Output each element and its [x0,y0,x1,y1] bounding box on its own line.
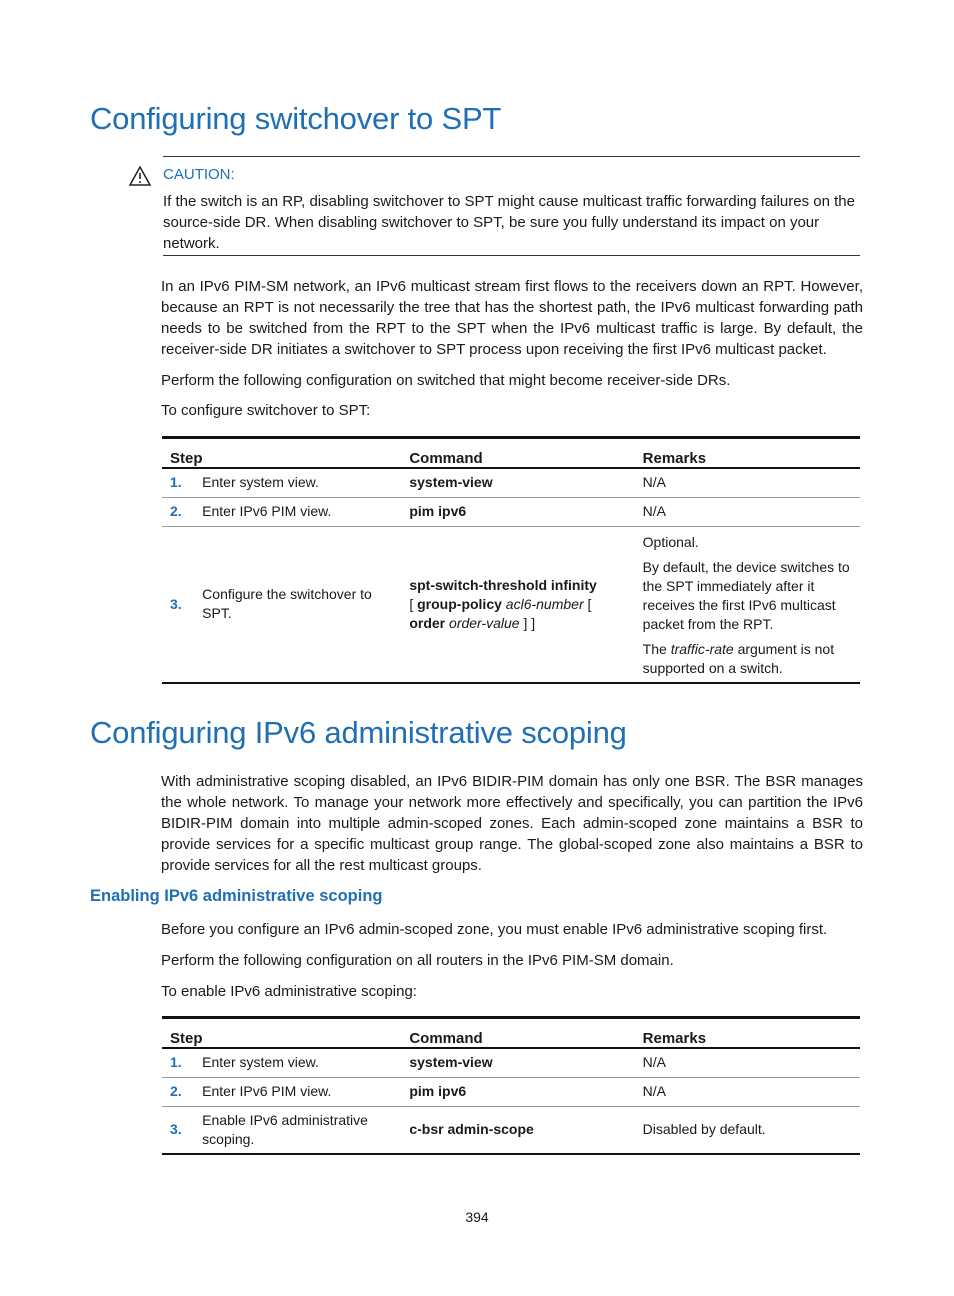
caution-bottom-rule [163,255,860,256]
step-description: Configure the switchover to SPT. [202,586,372,621]
caution-box [129,156,860,256]
remarks-cell: Disabled by default. [642,1121,766,1137]
remark-argument: traffic-rate [670,640,734,657]
header-step: Step [170,450,203,467]
header-command: Command [409,450,483,467]
subsection-title: Enabling IPv6 administrative scoping [90,887,383,905]
step-description: Enter IPv6 PIM view. [202,1083,332,1099]
table-row [162,468,860,497]
table-row [162,526,860,683]
caution-label: CAUTION: [163,166,235,183]
table-row [162,1106,860,1154]
command-bracket: [ [587,595,592,612]
command-cell: pim ipv6 [409,503,467,519]
table-row [162,1048,860,1077]
table-row [162,1077,860,1106]
table-header-row [162,1018,860,1049]
remark-text: argument is not supported on a switch. [642,640,835,676]
step-description: Enter system view. [202,474,319,491]
step-number: 3. [170,595,182,612]
header-remarks: Remarks [642,450,707,467]
section-title-spt: Configuring switchover to SPT [90,101,502,136]
warning-triangle-icon [129,166,151,186]
command-keyword: order [409,614,446,631]
command-cell [401,526,634,683]
command-keyword: group-policy [417,595,502,612]
step-number: 1. [170,1054,182,1071]
remark-traffic-rate [643,640,852,678]
table-header-row [162,438,860,469]
paragraph-perform-all: Perform the following configuration on all routers in the IPv6 PIM-SM domain. [161,952,674,969]
page-number: 394 [465,1209,489,1225]
command-bracket: [ [409,595,414,612]
remarks-cell: N/A [642,1083,667,1099]
command-argument: acl6-number [505,595,584,612]
header-remarks: Remarks [642,1030,707,1047]
step-number: 3. [170,1121,182,1137]
step-number: 2. [170,503,182,519]
step-description: Enter IPv6 PIM view. [202,503,332,519]
table-row [162,497,860,526]
admin-scope-table [162,1016,860,1155]
remarks-cell: N/A [642,474,667,491]
command-argument: order-value [449,614,520,631]
command-bracket: ] ] [523,614,536,631]
section-title-admin-scoping: Configuring IPv6 administrative scoping [90,715,627,750]
caution-text: If the switch is an RP, disabling switchover to SPT might cause multicast traffic forwarding failures on the source-side DR. When disabling switchover to SPT, be sure you fully understand its impact on your network. [163,193,855,252]
paragraph-before: Before you configure an IPv6 admin-scoped zone, you must enable IPv6 administrative scoping first. [161,921,828,938]
remark-default: By default, the device switches to the SPT immediately after it receives the first IPv6 multicast packet from the RPT. [642,558,850,632]
step-number: 1. [170,474,182,491]
paragraph-to-configure: To configure switchover to SPT: [161,402,371,419]
remark-optional: Optional. [642,533,699,550]
spt-config-table [162,436,860,684]
step-description: Enter system view. [202,1054,319,1071]
remarks-cell [635,526,860,683]
remarks-cell: N/A [642,1054,667,1071]
step-number: 2. [170,1083,182,1099]
header-step: Step [170,1030,203,1047]
remarks-cell: N/A [642,503,667,519]
paragraph-perform: Perform the following configuration on switched that might become receiver-side DRs. [161,372,731,389]
command-cell: pim ipv6 [409,1083,467,1099]
remark-text: The [642,640,667,657]
command-keyword: spt-switch-threshold infinity [409,576,597,593]
command-cell: c-bsr admin-scope [409,1121,534,1137]
command-cell: system-view [409,1054,493,1071]
command-cell: system-view [409,474,493,491]
step-description: Enable IPv6 administrative scoping. [202,1111,368,1147]
caution-top-rule [163,156,860,157]
header-command: Command [409,1030,483,1047]
paragraph-admin-scoping: With administrative scoping disabled, an IPv6 BIDIR-PIM domain has only one BSR. The BSR manages the whole network. To manage your network more effectively and specifically, you can partition the IPv6 BIDIR-PIM domain into multiple admin-scoped zones. Each admin-scoped zone maintains a BSR to provide services for a specific multicast group range. The global-scoped zone also maintains a BSR to provide services for all the rest multicast groups. [161,773,863,874]
paragraph-rpt-spt: In an IPv6 PIM-SM network, an IPv6 multicast stream first flows to the receivers down an RPT. However, because an RPT is not necessarily the tree that has the shortest path, the IPv6 multicast forwarding path needs to be switched from the RPT to the SPT when the IPv6 multicast traffic is large. By default, the receiver-side DR initiates a switchover to SPT process upon receiving the first IPv6 multicast packet. [161,278,863,358]
paragraph-to-enable: To enable IPv6 administrative scoping: [161,983,417,1000]
